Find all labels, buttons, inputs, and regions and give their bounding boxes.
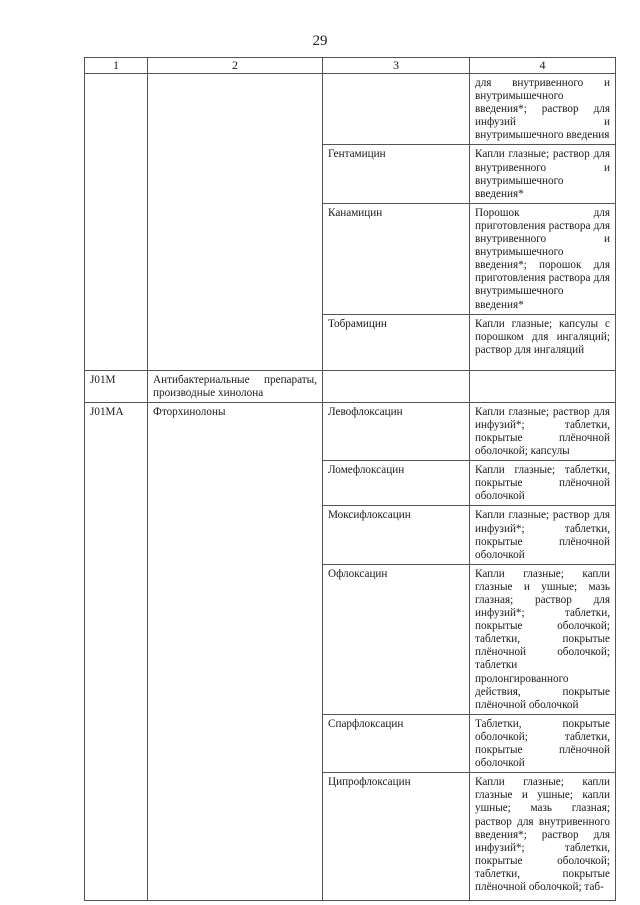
table-header-row [85, 58, 616, 74]
drug-name-cell: Ломефлоксацин [323, 461, 470, 506]
drug-name-cell: Моксифлоксацин [323, 506, 470, 564]
dosage-form-cell: Капли глазные; капли глазные и ушные; мазь глазная; раствор для инфузий*; таблетки, покрытые оболочкой; таблетки, покрытые плёночной оболочкой; таблетки пролонгированного действия, покрытые плёночной оболочкой [470, 564, 616, 714]
column-header-3: 3 [323, 58, 470, 74]
column-header-4: 4 [470, 58, 616, 74]
drug-name-cell: Канамицин [323, 203, 470, 314]
dosage-form-cell: Порошок для приготовления раствора для внутривенного и внутримышечного введения*; порошок для приготовления раствора для внутримышечного введения* [470, 203, 616, 314]
table-row [85, 402, 616, 460]
group-cell: Антибактериальные препараты, производные хинолона [148, 370, 323, 402]
table-row [85, 370, 616, 402]
atc-code-cell: J01MA [85, 402, 148, 900]
dosage-form-cell: Капли глазные; капли глазные и ушные; капли ушные; мазь глазная; раствор для внутривенного введения*; раствор для инфузий*; таблетки, покрытые оболочкой; таблетки, покрытые плёночной оболочкой; таб- [470, 773, 616, 901]
dosage-form-cell: Капли глазные; раствор для инфузий*; таблетки, покрытые плёночной оболочкой [470, 506, 616, 564]
dosage-form-cell: Капли глазные; раствор для инфузий*; таблетки, покрытые плёночной оболочкой; капсулы [470, 402, 616, 460]
dosage-form-cell: Таблетки, покрытые оболочкой; таблетки, покрытые плёночной оболочкой [470, 714, 616, 772]
atc-code-cell [85, 74, 148, 371]
drug-name-cell: Тобрамицин [323, 314, 470, 370]
dosage-form-cell: Капли глазные; капсулы с порошком для ингаляций; раствор для ингаляций [470, 314, 616, 370]
dosage-form-cell: Капли глазные; таблетки, покрытые плёночной оболочкой [470, 461, 616, 506]
atc-code-cell: J01M [85, 370, 148, 402]
dosage-form-cell [470, 370, 616, 402]
group-cell: Фторхинолоны [148, 402, 323, 900]
drug-name-cell: Ципрофлоксацин [323, 773, 470, 901]
group-cell [148, 74, 323, 371]
page-number: 29 [312, 33, 328, 49]
dosage-form-cell: Капли глазные; раствор для внутривенного и внутримышечного введения* [470, 145, 616, 203]
drug-name-cell [323, 370, 470, 402]
drug-name-cell: Левофлоксацин [323, 402, 470, 460]
column-header-1: 1 [85, 58, 148, 74]
drug-table [84, 57, 616, 901]
drug-name-cell [323, 74, 470, 145]
dosage-form-cell: для внутривенного и внутримышечного введения*; раствор для инфузий и внутримышечного введения [470, 74, 616, 145]
column-header-2: 2 [148, 58, 323, 74]
table-row [85, 74, 616, 145]
drug-name-cell: Офлоксацин [323, 564, 470, 714]
drug-name-cell: Гентамицин [323, 145, 470, 203]
drug-name-cell: Спарфлоксацин [323, 714, 470, 772]
